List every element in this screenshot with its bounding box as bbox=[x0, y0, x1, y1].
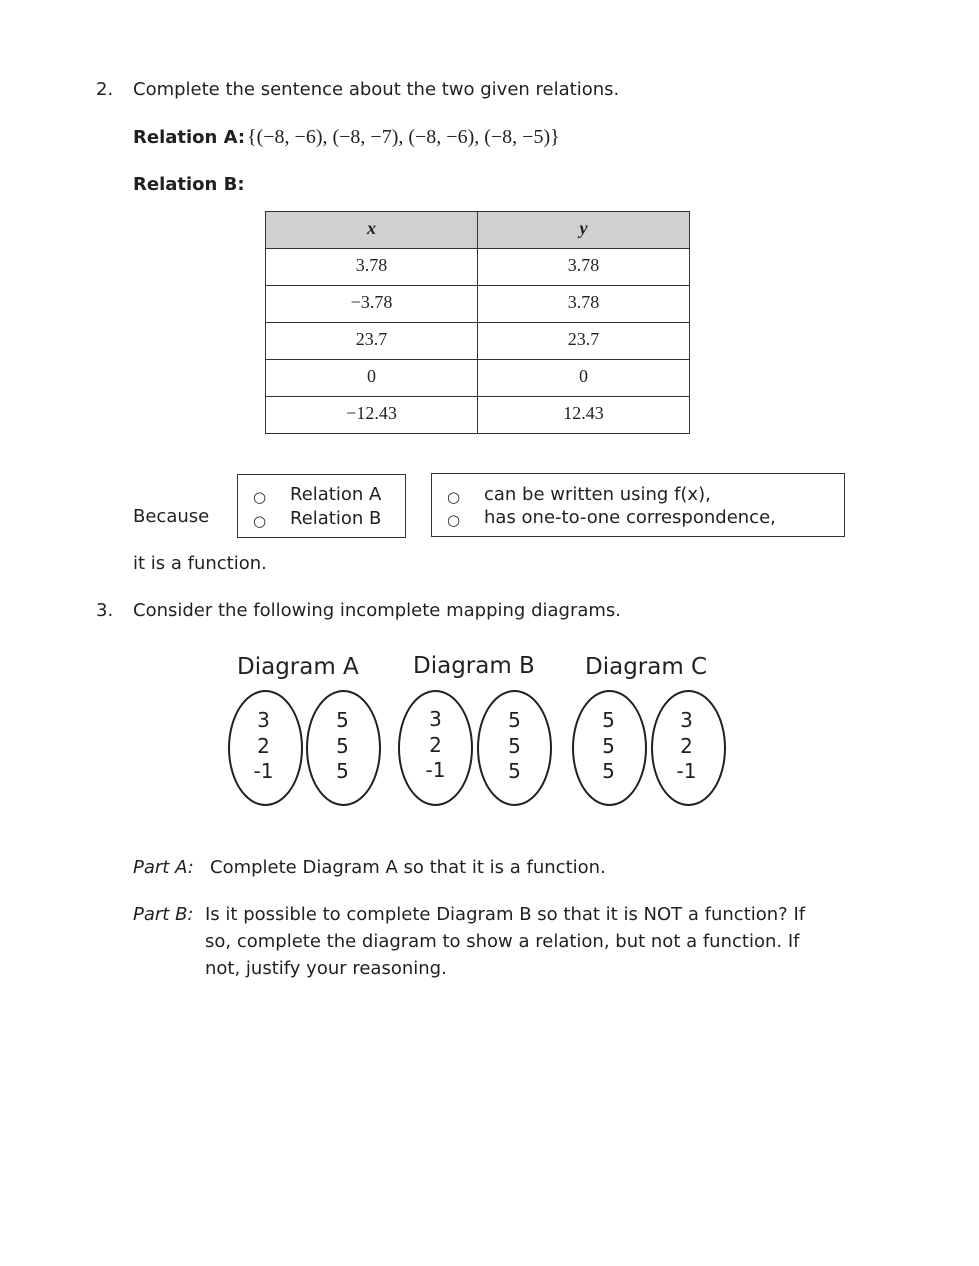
part-a-text: Complete Diagram A so that it is a function. bbox=[210, 857, 606, 878]
diagram-c-domain: 5 5 5 bbox=[602, 708, 615, 783]
part-b-line-3: not, justify your reasoning. bbox=[205, 958, 447, 979]
option-relation-a[interactable]: Relation A bbox=[290, 484, 382, 505]
relation-b-label: Relation B: bbox=[133, 174, 245, 195]
radio-relation-a[interactable]: ○ bbox=[253, 488, 267, 506]
table-row bbox=[266, 323, 690, 360]
table-row bbox=[266, 286, 690, 323]
cell: 0 bbox=[266, 360, 478, 397]
diagram-b-title: Diagram B bbox=[413, 653, 535, 679]
radio-relation-b[interactable]: ○ bbox=[253, 512, 267, 530]
property-choice-box bbox=[431, 473, 845, 537]
cell: 23.7 bbox=[266, 323, 478, 360]
option-one-to-one[interactable]: has one-to-one correspondence, bbox=[484, 507, 776, 528]
part-b-line-1: Is it possible to complete Diagram B so that it is NOT a function? If bbox=[205, 904, 806, 925]
table-row bbox=[266, 360, 690, 397]
cell: 3.78 bbox=[266, 249, 478, 286]
part-b-label: Part B: bbox=[133, 904, 194, 925]
because-text: Because bbox=[133, 506, 210, 527]
radio-one-to-one[interactable]: ○ bbox=[447, 511, 461, 529]
diagram-a-title: Diagram A bbox=[237, 654, 359, 680]
cell: 23.7 bbox=[478, 323, 690, 360]
question-2-prompt: Complete the sentence about the two given relations. bbox=[133, 79, 620, 100]
part-b-line-2: so, complete the diagram to show a relation, but not a function. If bbox=[205, 931, 800, 952]
relation-a-label: Relation A: bbox=[133, 127, 246, 148]
diagram-a-range: 5 5 5 bbox=[336, 708, 349, 783]
radio-fx[interactable]: ○ bbox=[447, 488, 461, 506]
question-2-number: 2. bbox=[96, 79, 114, 100]
diagram-c-range: 3 2 -1 bbox=[676, 708, 697, 783]
diagram-b-domain: 3 2 -1 bbox=[425, 707, 446, 782]
diagram-b-range: 5 5 5 bbox=[508, 708, 521, 783]
header-x: x bbox=[266, 212, 478, 249]
cell: 3.78 bbox=[478, 249, 690, 286]
cell: 0 bbox=[478, 360, 690, 397]
question-3-number: 3. bbox=[96, 600, 114, 621]
option-relation-b[interactable]: Relation B bbox=[290, 508, 382, 529]
part-a-label: Part A: bbox=[133, 857, 194, 878]
diagram-a-domain: 3 2 -1 bbox=[253, 708, 274, 783]
table-row bbox=[266, 397, 690, 434]
cell: −3.78 bbox=[266, 286, 478, 323]
relation-a-value: {(−8, −6), (−8, −7), (−8, −6), (−8, −5)} bbox=[247, 126, 560, 148]
cell: 3.78 bbox=[478, 286, 690, 323]
diagram-c-title: Diagram C bbox=[585, 654, 708, 680]
relation-b-table bbox=[265, 211, 690, 434]
cell: 12.43 bbox=[478, 397, 690, 434]
option-fx[interactable]: can be written using f(x), bbox=[484, 484, 711, 505]
relation-choice-box bbox=[237, 474, 406, 538]
question-3-prompt: Consider the following incomplete mapping diagrams. bbox=[133, 600, 622, 621]
cell: −12.43 bbox=[266, 397, 478, 434]
table-row bbox=[266, 249, 690, 286]
sentence-ending: it is a function. bbox=[133, 553, 267, 574]
header-y: y bbox=[478, 212, 690, 249]
